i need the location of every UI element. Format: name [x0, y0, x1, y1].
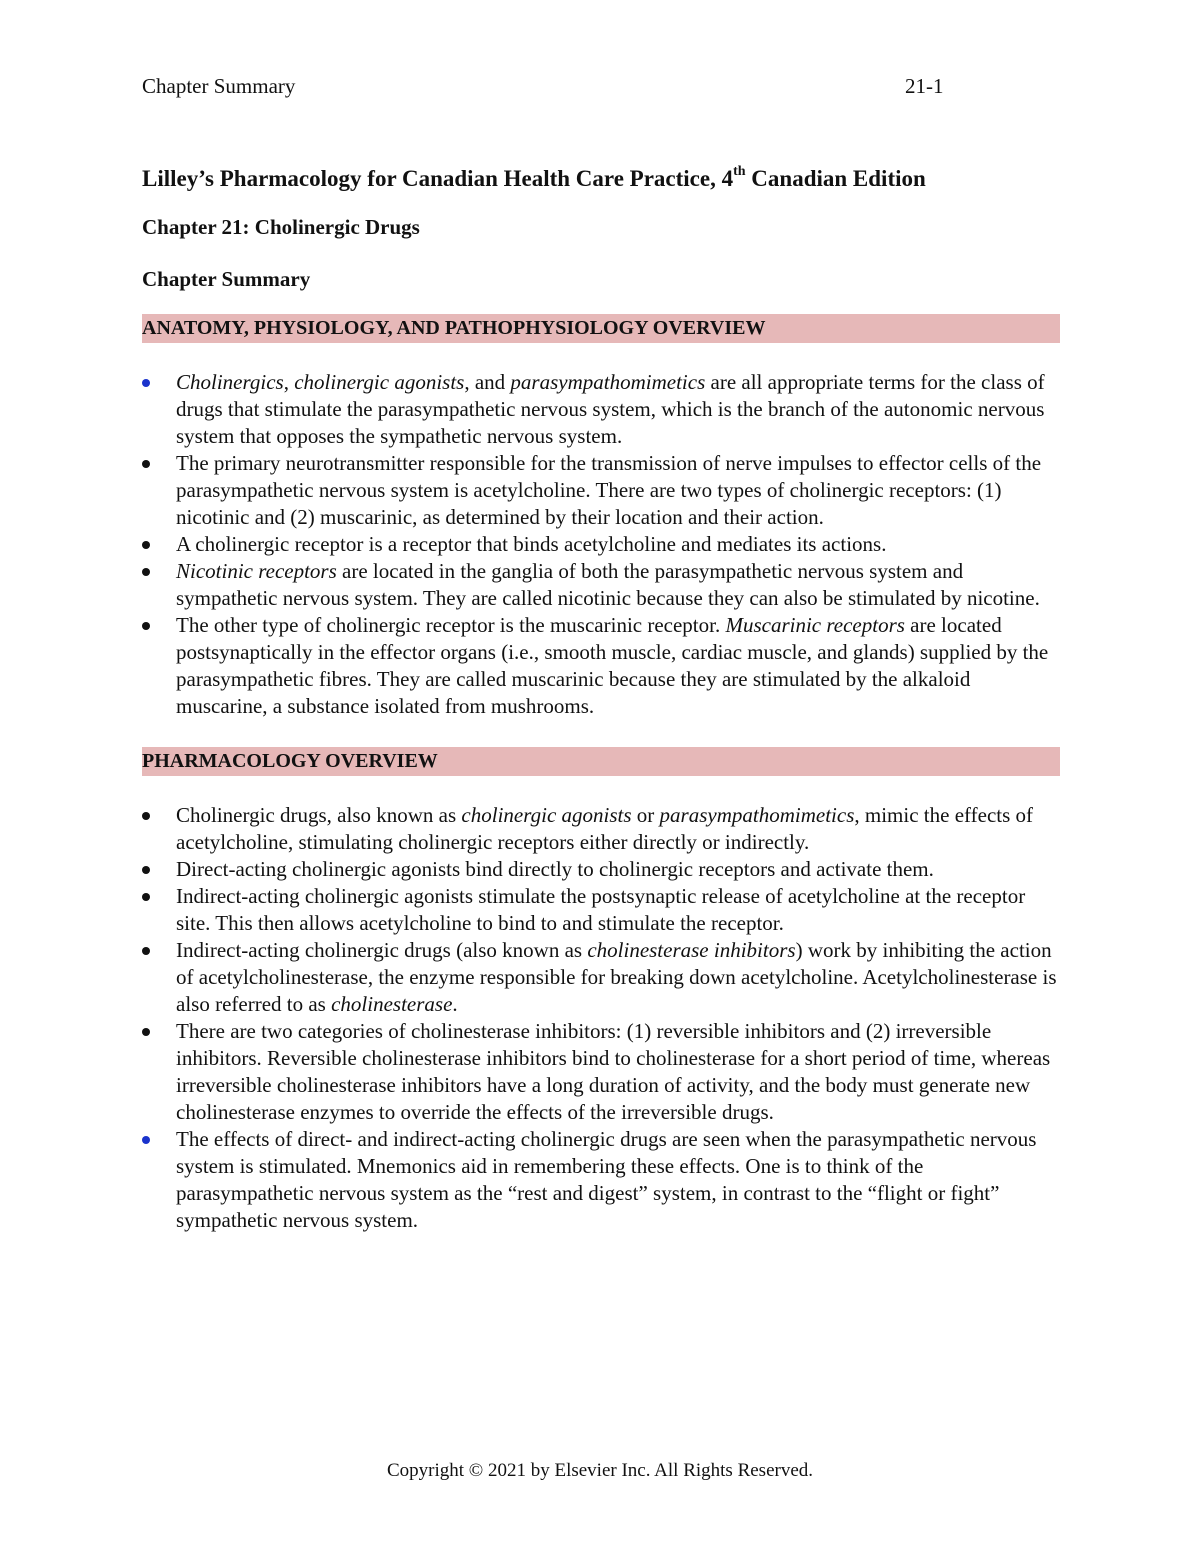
bullet-dot-icon — [142, 460, 150, 468]
bullet-item — [142, 558, 1060, 612]
chapter-title: Chapter 21: Cholinergic Drugs — [142, 215, 420, 239]
bullet-text: A cholinergic receptor is a receptor that binds acetylcholine and mediates its actions. — [176, 532, 887, 556]
bullet-dot-icon — [142, 812, 150, 820]
page-number: 21-1 — [905, 74, 944, 98]
bullet-text: The effects of direct- and indirect-acting cholinergic drugs are seen when the parasympathetic nervous system is stimulated. Mnemonics aid in remembering these effects. One is to think of the parasympathetic nervous system as the “rest and digest” system, in contrast to the “flight or fight” sympathetic nervous system. — [176, 1127, 1037, 1232]
bullet-text: There are two categories of cholinesterase inhibitors: (1) reversible inhibitors and (2) irreversible inhibitors. Reversible cholinesterase inhibitors bind to cholinesterase for a short period of time, whereas irreversible cholinesterase inhibitors have a long duration of activity, and the body must generate new cholinesterase enzymes to override the effects of the irreversible drugs. — [176, 1019, 1051, 1124]
italic-term: Muscarinic receptors — [725, 613, 905, 637]
summary-title: Chapter Summary — [142, 267, 311, 291]
anatomy-bullet-list — [142, 369, 1060, 720]
bullet-text: . — [452, 992, 458, 1016]
bullet-text: are located postsynaptically in the effector organs (i.e., smooth muscle, cardiac muscle, and glands) supplied by the parasympathetic fibres. They are called muscarinic because they are stimulated by the alkaloid muscarine, a substance isolated from mushrooms. — [176, 613, 1049, 718]
italic-term: cholinesterase — [331, 992, 453, 1016]
italic-term: parasympathomimetics — [510, 370, 706, 394]
bullet-dot-icon — [142, 1136, 150, 1144]
bullet-text: Cholinergic drugs, also known as — [176, 803, 462, 827]
italic-term: Cholinergics — [176, 370, 284, 394]
bullet-text: The other type of cholinergic receptor is the muscarinic receptor. — [176, 613, 726, 637]
italic-term: Nicotinic receptors — [176, 559, 337, 583]
italic-term: cholinesterase inhibitors — [587, 938, 796, 962]
book-title-edition: Canadian Edition — [745, 166, 926, 191]
bullet-item — [142, 802, 1060, 856]
italic-term: cholinergic agonists — [294, 370, 465, 394]
section-heading-pharmacology: PHARMACOLOGY OVERVIEW — [142, 747, 1060, 776]
italic-term: parasympathomimetics — [659, 803, 855, 827]
document-body — [142, 163, 1060, 1234]
book-title-superscript: th — [733, 164, 746, 180]
running-header-title: Chapter Summary — [142, 74, 296, 98]
bullet-text: , — [283, 370, 295, 394]
bullet-item — [142, 1126, 1060, 1234]
bullet-item — [142, 883, 1060, 937]
bullet-dot-icon — [142, 866, 150, 874]
bullet-item — [142, 531, 1060, 558]
bullet-text: Direct-acting cholinergic agonists bind directly to cholinergic receptors and activate them. — [176, 857, 934, 881]
italic-term: cholinergic agonists — [461, 803, 632, 827]
bullet-item — [142, 937, 1060, 1018]
bullet-text: , and — [464, 370, 511, 394]
bullet-item — [142, 856, 1060, 883]
copyright-footer: Copyright © 2021 by Elsevier Inc. All Rights Reserved. — [386, 1460, 814, 1481]
bullet-item — [142, 612, 1060, 720]
bullet-text: The primary neurotransmitter responsible for the transmission of nerve impulses to effector cells of the parasympathetic nervous system is acetylcholine. There are two types of cholinergic receptors: (1) nicotinic and (2) muscarinic, as determined by their location and their action. — [176, 451, 1042, 529]
bullet-text: , mimic the effects of acetylcholine, stimulating cholinergic receptors either directly or indirectly. — [176, 803, 1034, 854]
bullet-item — [142, 450, 1060, 531]
bullet-dot-icon — [142, 622, 150, 630]
bullet-text: Indirect-acting cholinergic drugs (also known as — [176, 938, 588, 962]
bullet-dot-icon — [142, 541, 150, 549]
bullet-text: are located in the ganglia of both the parasympathetic nervous system and sympathetic nervous system. They are called nicotinic because they can also be stimulated by nicotine. — [176, 559, 1040, 610]
bullet-item — [142, 1018, 1060, 1126]
pharmacology-bullet-list — [142, 802, 1060, 1234]
bullet-text: are all appropriate terms for the class of drugs that stimulate the parasympathetic nervous system, which is the branch of the autonomic nervous system that opposes the sympathetic nervous system. — [176, 370, 1045, 448]
bullet-dot-icon — [142, 893, 150, 901]
bullet-dot-icon — [142, 947, 150, 955]
book-title — [142, 163, 1060, 194]
section-heading-anatomy: ANATOMY, PHYSIOLOGY, AND PATHOPHYSIOLOGY OVERVIEW — [142, 314, 1060, 343]
bullet-text: ) work by inhibiting the action of acetylcholinesterase, the enzyme responsible for breaking down acetylcholine. Acetylcholinesterase is also referred to as — [176, 938, 1057, 1016]
book-title-main: Lilley’s Pharmacology for Canadian Health Care Practice, 4 — [142, 166, 734, 191]
bullet-dot-icon — [142, 568, 150, 576]
bullet-item — [142, 369, 1060, 450]
bullet-text: Indirect-acting cholinergic agonists stimulate the postsynaptic release of acetylcholine at the receptor site. This then allows acetylcholine to bind to and stimulate the receptor. — [176, 884, 1026, 935]
bullet-dot-icon — [142, 1028, 150, 1036]
bullet-text: or — [631, 803, 660, 827]
bullet-dot-icon — [142, 379, 150, 387]
